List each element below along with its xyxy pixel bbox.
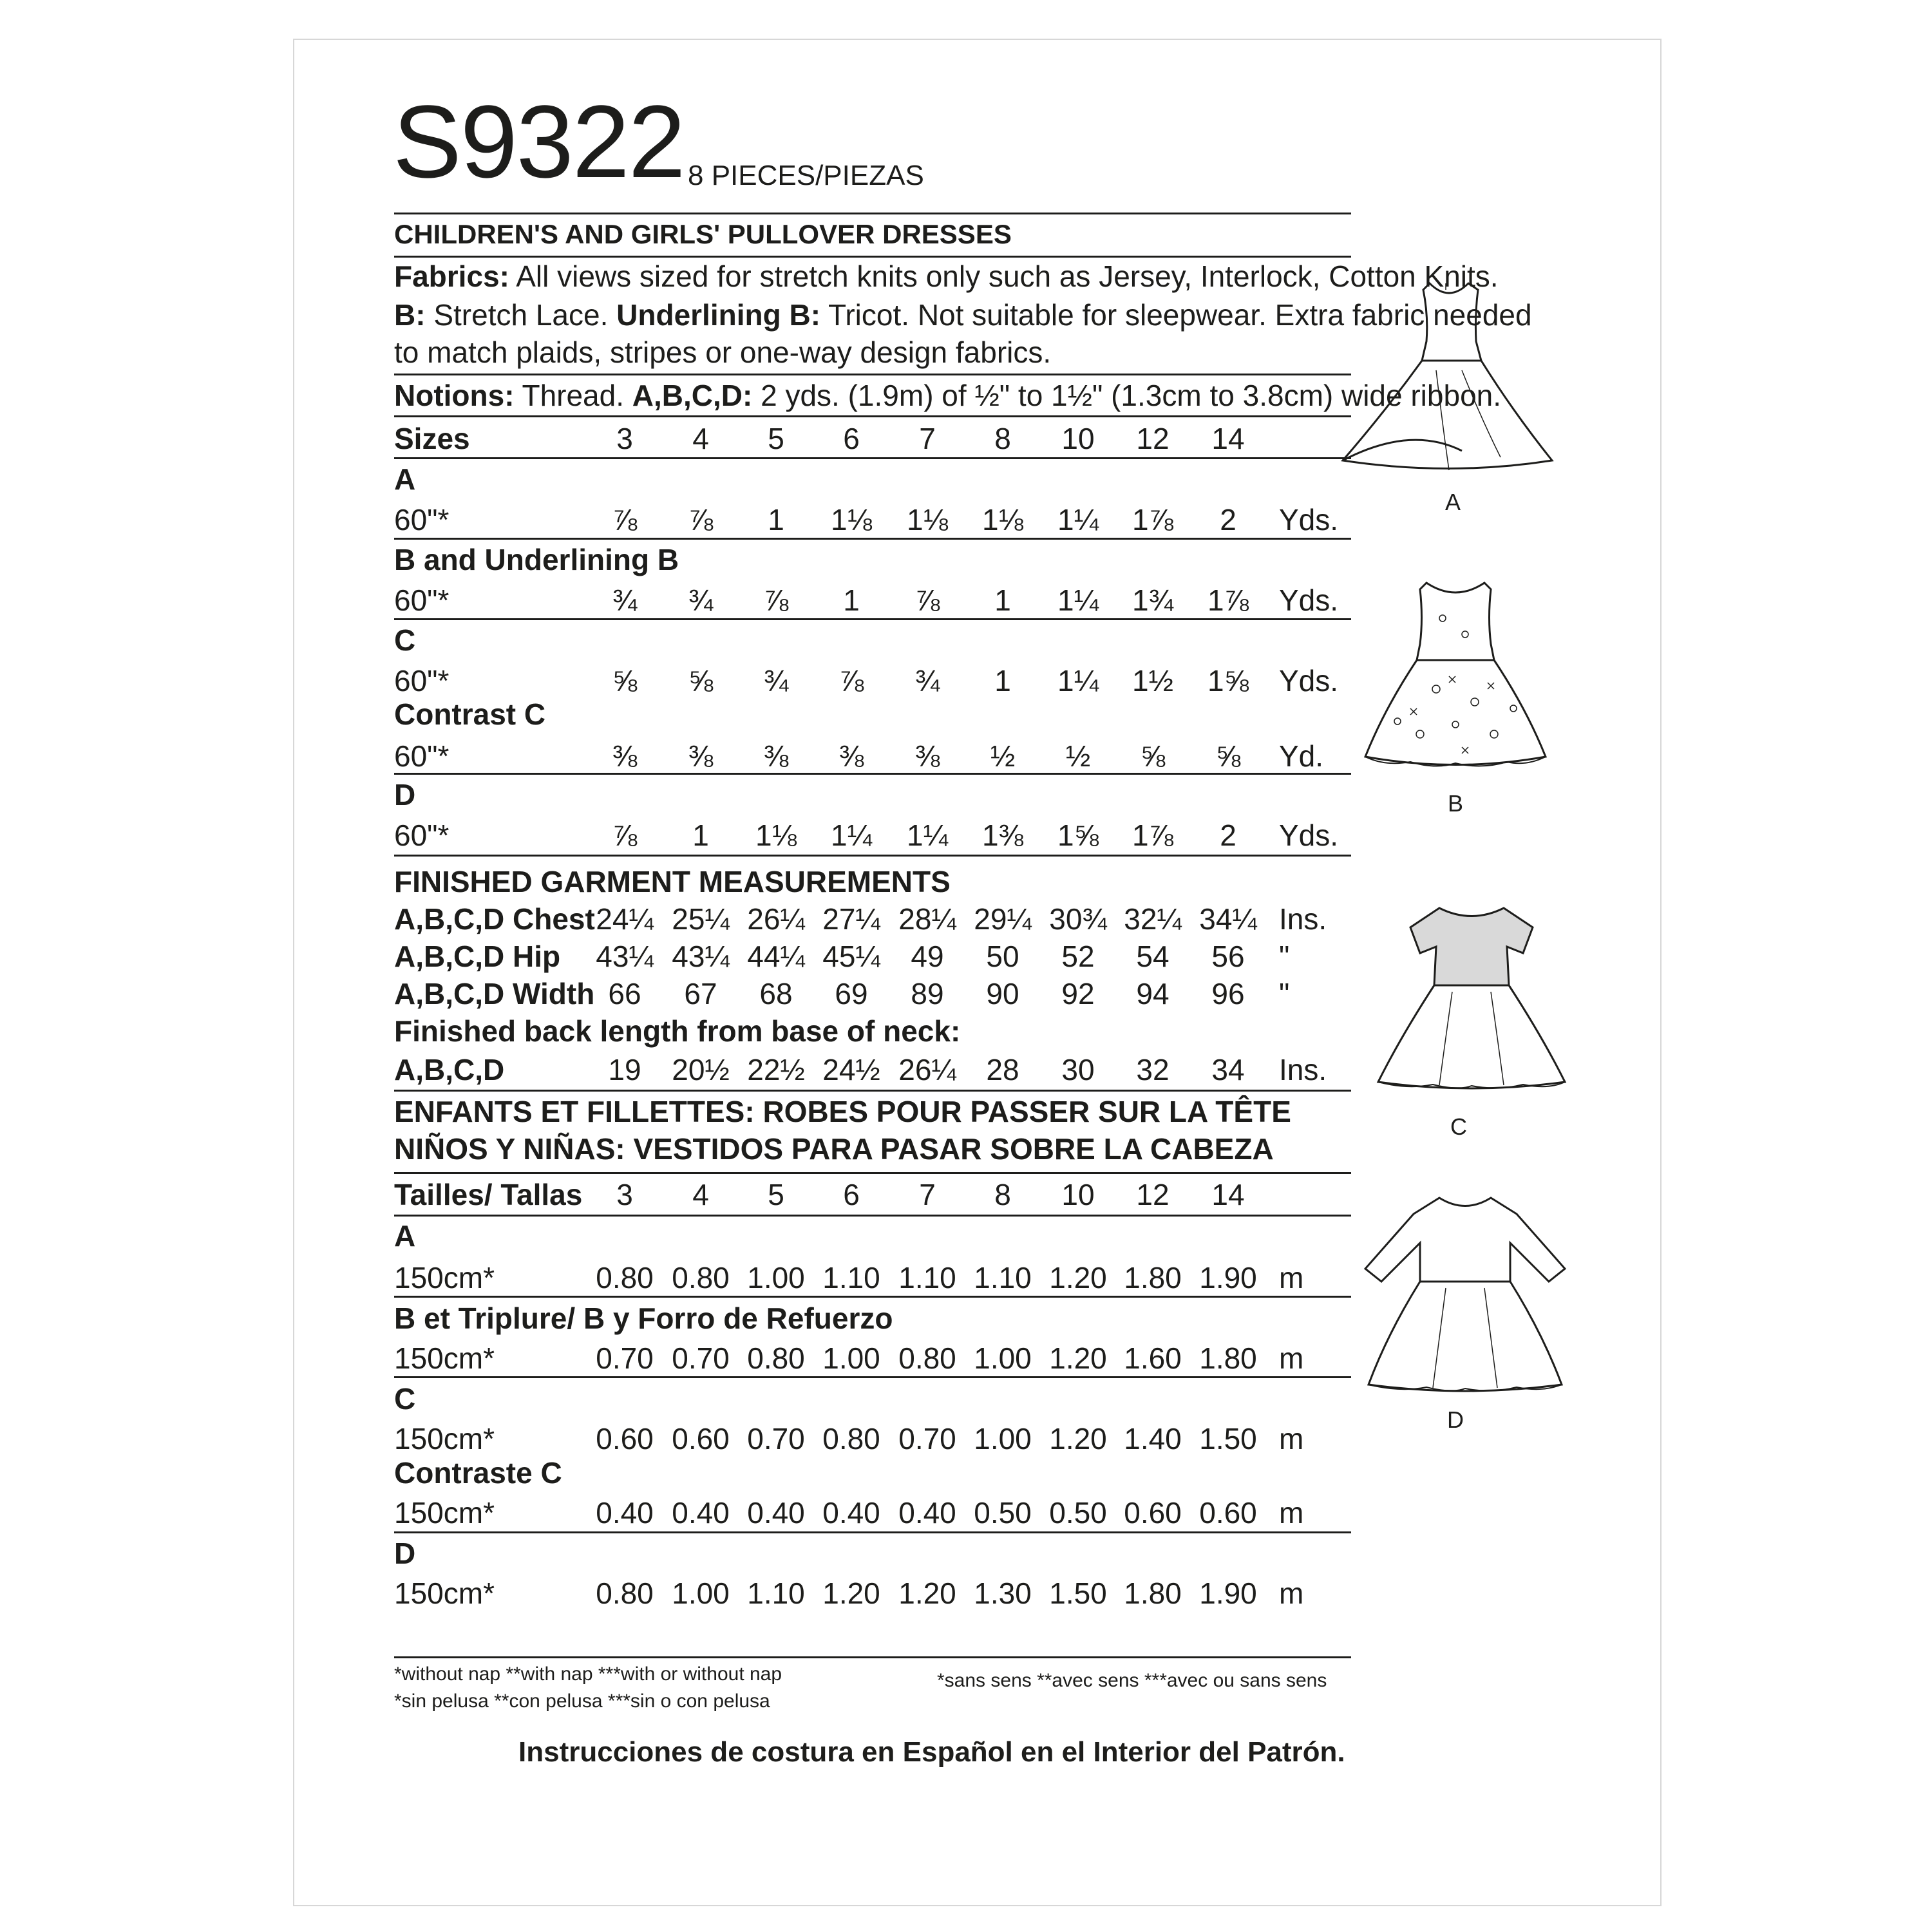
yardage-value: ⅜ [763, 739, 789, 773]
measurement-value: 90 [986, 977, 1019, 1010]
view-label: D [394, 1537, 416, 1570]
yardage-value: 1⅞ [1132, 503, 1173, 536]
yardage-value: 1¾ [1132, 583, 1173, 617]
measurement-value: 52 [1061, 940, 1095, 973]
size-header: 8 [994, 422, 1011, 455]
pieces-count: 8 PIECES/PIEZAS [688, 160, 924, 191]
measurement-value: 94 [1136, 977, 1170, 1010]
yardage-value: 1¼ [1057, 583, 1099, 617]
yardage-value: ⅞ [612, 819, 638, 852]
divider [394, 213, 1351, 214]
measurement-value: 34¼ [1199, 902, 1257, 936]
yardage-value: ⅜ [612, 739, 638, 773]
back-length-label: Finished back length from base of neck: [394, 1014, 961, 1048]
yardage-value: 1 [994, 664, 1011, 697]
size-header: 4 [692, 422, 709, 455]
view-d-label: D [1447, 1406, 1464, 1433]
yardage-value: ⅜ [838, 739, 864, 773]
yardage-value: 1⅝ [1208, 664, 1249, 697]
yardage-value: ¾ [688, 583, 714, 617]
metric-value: 1.20 [1049, 1422, 1107, 1455]
footnote-en: *without nap **with nap ***with or without nap [394, 1663, 782, 1685]
fabrics-b-label: B: [394, 298, 426, 332]
measurement-value: 92 [1061, 977, 1095, 1010]
metric-value: 0.80 [898, 1341, 956, 1375]
size-header: 12 [1136, 422, 1170, 455]
notions-views: A,B,C,D: [632, 379, 753, 412]
view-b-label: B [1447, 790, 1463, 817]
yardage-value: 1¼ [907, 819, 948, 852]
yardage-unit: Yds. [1279, 819, 1339, 852]
metric-value: 1.00 [974, 1422, 1032, 1455]
divider [394, 773, 1351, 775]
title-french: ENFANTS ET FILLETTES: ROBES POUR PASSER SUR LA TÊTE [394, 1095, 1291, 1128]
sizes-label-fr: Tailles/ Tallas [394, 1178, 583, 1211]
metric-value: 1.40 [1124, 1422, 1182, 1455]
metric-value: 0.40 [672, 1496, 730, 1530]
metric-value: 1.00 [974, 1341, 1032, 1375]
yardage-value: 2 [1220, 819, 1236, 852]
back-length-value: 26¼ [898, 1053, 956, 1086]
size-header: 3 [616, 422, 633, 455]
yardage-value: 1 [843, 583, 860, 617]
divider [394, 1172, 1351, 1174]
size-header: 7 [919, 422, 936, 455]
metric-unit: m [1279, 1577, 1304, 1610]
metric-value: 1.80 [1124, 1577, 1182, 1610]
yardage-value: 1 [692, 819, 709, 852]
metric-value: 0.70 [747, 1422, 805, 1455]
pattern-title: CHILDREN'S AND GIRLS' PULLOVER DRESSES [394, 219, 1012, 249]
title-spanish: NIÑOS Y NIÑAS: VESTIDOS PARA PASAR SOBRE LA CABEZA [394, 1132, 1274, 1166]
view-label: Contrast C [394, 697, 546, 731]
metric-value: 1.00 [822, 1341, 880, 1375]
measurement-unit: " [1279, 940, 1290, 973]
yardage-value: 1⅜ [982, 819, 1023, 852]
measurement-value: 56 [1211, 940, 1245, 973]
fabric-width: 150cm* [394, 1261, 495, 1294]
metric-value: 0.50 [1049, 1496, 1107, 1530]
yardage-unit: Yds. [1279, 503, 1339, 536]
view-a-label: A [1444, 489, 1461, 515]
metric-value: 1.20 [1049, 1261, 1107, 1294]
fabric-width: 150cm* [394, 1577, 495, 1610]
divider [394, 415, 1351, 417]
metric-value: 1.50 [1199, 1422, 1257, 1455]
measurement-value: 27¼ [822, 902, 880, 936]
divider [394, 1215, 1351, 1217]
pattern-number: S9322 [393, 84, 685, 199]
measurement-value: 50 [986, 940, 1019, 973]
divider [394, 1531, 1351, 1533]
yardage-value: ⅞ [688, 503, 714, 536]
metric-value: 0.60 [672, 1422, 730, 1455]
divider [394, 855, 1351, 857]
yardage-value: ⅜ [688, 739, 714, 773]
yardage-value: 1¼ [1057, 503, 1099, 536]
view-label: A [394, 1219, 416, 1253]
yardage-value: ¾ [763, 664, 789, 697]
size-header: 10 [1061, 422, 1095, 455]
fabrics-line-3: to match plaids, stripes or one-way design fabrics. [394, 336, 1052, 369]
metric-unit: m [1279, 1261, 1304, 1294]
back-length-value: 28 [986, 1053, 1019, 1086]
metric-value: 1.50 [1049, 1577, 1107, 1610]
fabric-width: 150cm* [394, 1341, 495, 1375]
view-label: C [394, 623, 416, 657]
view-label: Contraste C [394, 1456, 562, 1490]
metric-value: 1.10 [974, 1261, 1032, 1294]
metric-value: 1.90 [1199, 1261, 1257, 1294]
footnote-es: *sin pelusa **con pelusa ***sin o con pelusa [394, 1690, 770, 1712]
yardage-value: 1¼ [831, 819, 872, 852]
metric-value: 1.10 [898, 1261, 956, 1294]
fabrics-text: All views sized for stretch knits only such as Jersey, Interlock, Cotton Knits. [509, 260, 1499, 293]
fabric-width: 60"* [394, 503, 450, 536]
measurement-value: 30¾ [1049, 902, 1107, 936]
yardage-value: 1⅛ [907, 503, 948, 536]
metric-unit: m [1279, 1496, 1304, 1530]
measurement-label: A,B,C,D Hip [394, 940, 561, 973]
notions-text: Thread. [514, 379, 632, 412]
fabric-width: 60"* [394, 583, 450, 617]
back-length-value: 34 [1211, 1053, 1245, 1086]
yardage-value: 1½ [1132, 664, 1173, 697]
yardage-unit: Yds. [1279, 583, 1339, 617]
metric-value: 1.10 [822, 1261, 880, 1294]
metric-value: 1.60 [1124, 1341, 1182, 1375]
size-header: 14 [1211, 1178, 1245, 1211]
metric-unit: m [1279, 1341, 1304, 1375]
yardage-unit: Yd. [1279, 739, 1324, 773]
back-length-value: 24½ [822, 1053, 880, 1086]
yardage-value: ⅞ [914, 583, 940, 617]
metric-value: 0.40 [898, 1496, 956, 1530]
yardage-value: ⅞ [838, 664, 864, 697]
size-header: 5 [768, 1178, 784, 1211]
yardage-value: ½ [990, 739, 1016, 773]
fabric-width: 150cm* [394, 1496, 495, 1530]
measurement-value: 96 [1211, 977, 1245, 1010]
yardage-value: 1⅛ [982, 503, 1023, 536]
measurement-value: 49 [911, 940, 944, 973]
yardage-unit: Yds. [1279, 664, 1339, 697]
metric-value: 0.80 [672, 1261, 730, 1294]
yardage-value: 1 [768, 503, 784, 536]
view-label: A [394, 462, 416, 496]
size-header: 6 [843, 1178, 860, 1211]
sizes-label: Sizes [394, 422, 470, 455]
yardage-value: ⅝ [688, 664, 714, 697]
metric-value: 0.80 [822, 1422, 880, 1455]
back-length-unit: Ins. [1279, 1053, 1327, 1086]
measurement-value: 28¼ [898, 902, 956, 936]
yardage-value: ¾ [914, 664, 940, 697]
measurement-label: A,B,C,D Chest [394, 902, 595, 936]
metric-value: 0.70 [898, 1422, 956, 1455]
metric-value: 0.50 [974, 1496, 1032, 1530]
size-header: 6 [843, 422, 860, 455]
back-length-value: 20½ [672, 1053, 730, 1086]
view-label: D [394, 778, 416, 811]
divider [394, 457, 1351, 459]
divider [394, 1656, 1351, 1658]
size-header: 10 [1061, 1178, 1095, 1211]
size-header: 12 [1136, 1178, 1170, 1211]
view-a-dress-illustration [1333, 277, 1565, 477]
size-header: 3 [616, 1178, 633, 1211]
underlining-label: Underlining B: [616, 298, 821, 332]
metric-value: 1.80 [1199, 1341, 1257, 1375]
back-length-value: 32 [1136, 1053, 1170, 1086]
measurement-value: 45¼ [822, 940, 880, 973]
metric-value: 1.00 [672, 1577, 730, 1610]
yardage-value: ⅞ [763, 583, 789, 617]
back-length-views: A,B,C,D [394, 1053, 505, 1086]
back-length-value: 22½ [747, 1053, 805, 1086]
fabric-width: 60"* [394, 664, 450, 697]
view-d-dress-illustration [1356, 1191, 1575, 1397]
back-length-value: 30 [1061, 1053, 1095, 1086]
notions-label: Notions: [394, 379, 515, 412]
fabric-width: 60"* [394, 739, 450, 773]
yardage-value: ½ [1065, 739, 1091, 773]
divider [394, 1090, 1351, 1092]
measurement-value: 44¼ [747, 940, 805, 973]
underlining-text: Tricot. Not suitable for sleepwear. Extra fabric needed [820, 298, 1532, 332]
yardage-value: 2 [1220, 503, 1236, 536]
measurement-value: 68 [759, 977, 793, 1010]
yardage-value: ¾ [612, 583, 638, 617]
metric-value: 1.00 [747, 1261, 805, 1294]
measurement-value: 67 [684, 977, 717, 1010]
metric-unit: m [1279, 1422, 1304, 1455]
size-header: 4 [692, 1178, 709, 1211]
yardage-value: 1⅝ [1057, 819, 1099, 852]
measurement-value: 24¼ [596, 902, 654, 936]
measurement-value: 25¼ [672, 902, 730, 936]
yardage-value: ⅜ [914, 739, 940, 773]
measurement-label: A,B,C,D Width [394, 977, 595, 1010]
measurement-value: 89 [911, 977, 944, 1010]
view-c-dress-illustration [1368, 902, 1575, 1095]
metric-value: 1.90 [1199, 1577, 1257, 1610]
measurement-value: 54 [1136, 940, 1170, 973]
metric-value: 1.20 [898, 1577, 956, 1610]
yardage-value: ⅞ [612, 503, 638, 536]
size-header: 5 [768, 422, 784, 455]
yardage-value: 1⅛ [755, 819, 797, 852]
fabric-width: 150cm* [394, 1422, 495, 1455]
divider [394, 1376, 1351, 1378]
back-length-value: 19 [608, 1053, 641, 1086]
view-c-label: C [1450, 1113, 1467, 1140]
fabrics-label: Fabrics: [394, 260, 509, 293]
metric-value: 0.70 [596, 1341, 654, 1375]
measurement-unit: Ins. [1279, 902, 1327, 936]
divider [394, 374, 1351, 375]
metric-value: 0.80 [596, 1261, 654, 1294]
metric-value: 0.40 [747, 1496, 805, 1530]
yardage-value: ⅝ [1140, 739, 1166, 773]
measurement-value: 29¼ [974, 902, 1032, 936]
yardage-value: ⅝ [1215, 739, 1241, 773]
size-header: 14 [1211, 422, 1245, 455]
measurement-value: 26¼ [747, 902, 805, 936]
spanish-instructions-note: Instrucciones de costura en Español en el Interior del Patrón. [518, 1736, 1345, 1768]
divider [394, 618, 1351, 620]
view-b-dress-illustration [1359, 580, 1552, 773]
view-label: C [394, 1382, 416, 1416]
yardage-value: 1⅞ [1208, 583, 1249, 617]
metric-value: 0.60 [596, 1422, 654, 1455]
yardage-value: 1⅛ [831, 503, 872, 536]
size-header: 8 [994, 1178, 1011, 1211]
yardage-value: 1 [994, 583, 1011, 617]
metric-value: 0.60 [1124, 1496, 1182, 1530]
metric-value: 0.70 [672, 1341, 730, 1375]
fabric-width: 60"* [394, 819, 450, 852]
metric-value: 0.80 [747, 1341, 805, 1375]
view-label: B and Underlining B [394, 543, 679, 576]
view-label: B et Triplure/ B y Forro de Refuerzo [394, 1302, 893, 1335]
measurement-value: 32¼ [1124, 902, 1182, 936]
metric-value: 1.80 [1124, 1261, 1182, 1294]
metric-value: 1.30 [974, 1577, 1032, 1610]
metric-value: 0.80 [596, 1577, 654, 1610]
divider [394, 538, 1351, 540]
footnote-fr: *sans sens **avec sens ***avec ou sans sens [937, 1670, 1327, 1691]
measurement-value: 69 [835, 977, 868, 1010]
yardage-value: 1¼ [1057, 664, 1099, 697]
metric-value: 0.40 [596, 1496, 654, 1530]
finished-measurements-heading: FINISHED GARMENT MEASUREMENTS [394, 865, 951, 898]
fabrics-b-text: Stretch Lace. [425, 298, 617, 332]
measurement-unit: " [1279, 977, 1290, 1010]
measurement-value: 66 [608, 977, 641, 1010]
metric-value: 0.40 [822, 1496, 880, 1530]
divider [394, 1296, 1351, 1298]
yardage-value: ⅝ [612, 664, 638, 697]
yardage-value: 1⅞ [1132, 819, 1173, 852]
metric-value: 1.20 [1049, 1341, 1107, 1375]
metric-value: 0.60 [1199, 1496, 1257, 1530]
size-header: 7 [919, 1178, 936, 1211]
metric-value: 1.10 [747, 1577, 805, 1610]
measurement-value: 43¼ [672, 940, 730, 973]
measurement-value: 43¼ [596, 940, 654, 973]
notions-ribbon: 2 yds. (1.9m) of ½" to 1½" (1.3cm to 3.8cm) wide ribbon. [752, 379, 1502, 412]
metric-value: 1.20 [822, 1577, 880, 1610]
